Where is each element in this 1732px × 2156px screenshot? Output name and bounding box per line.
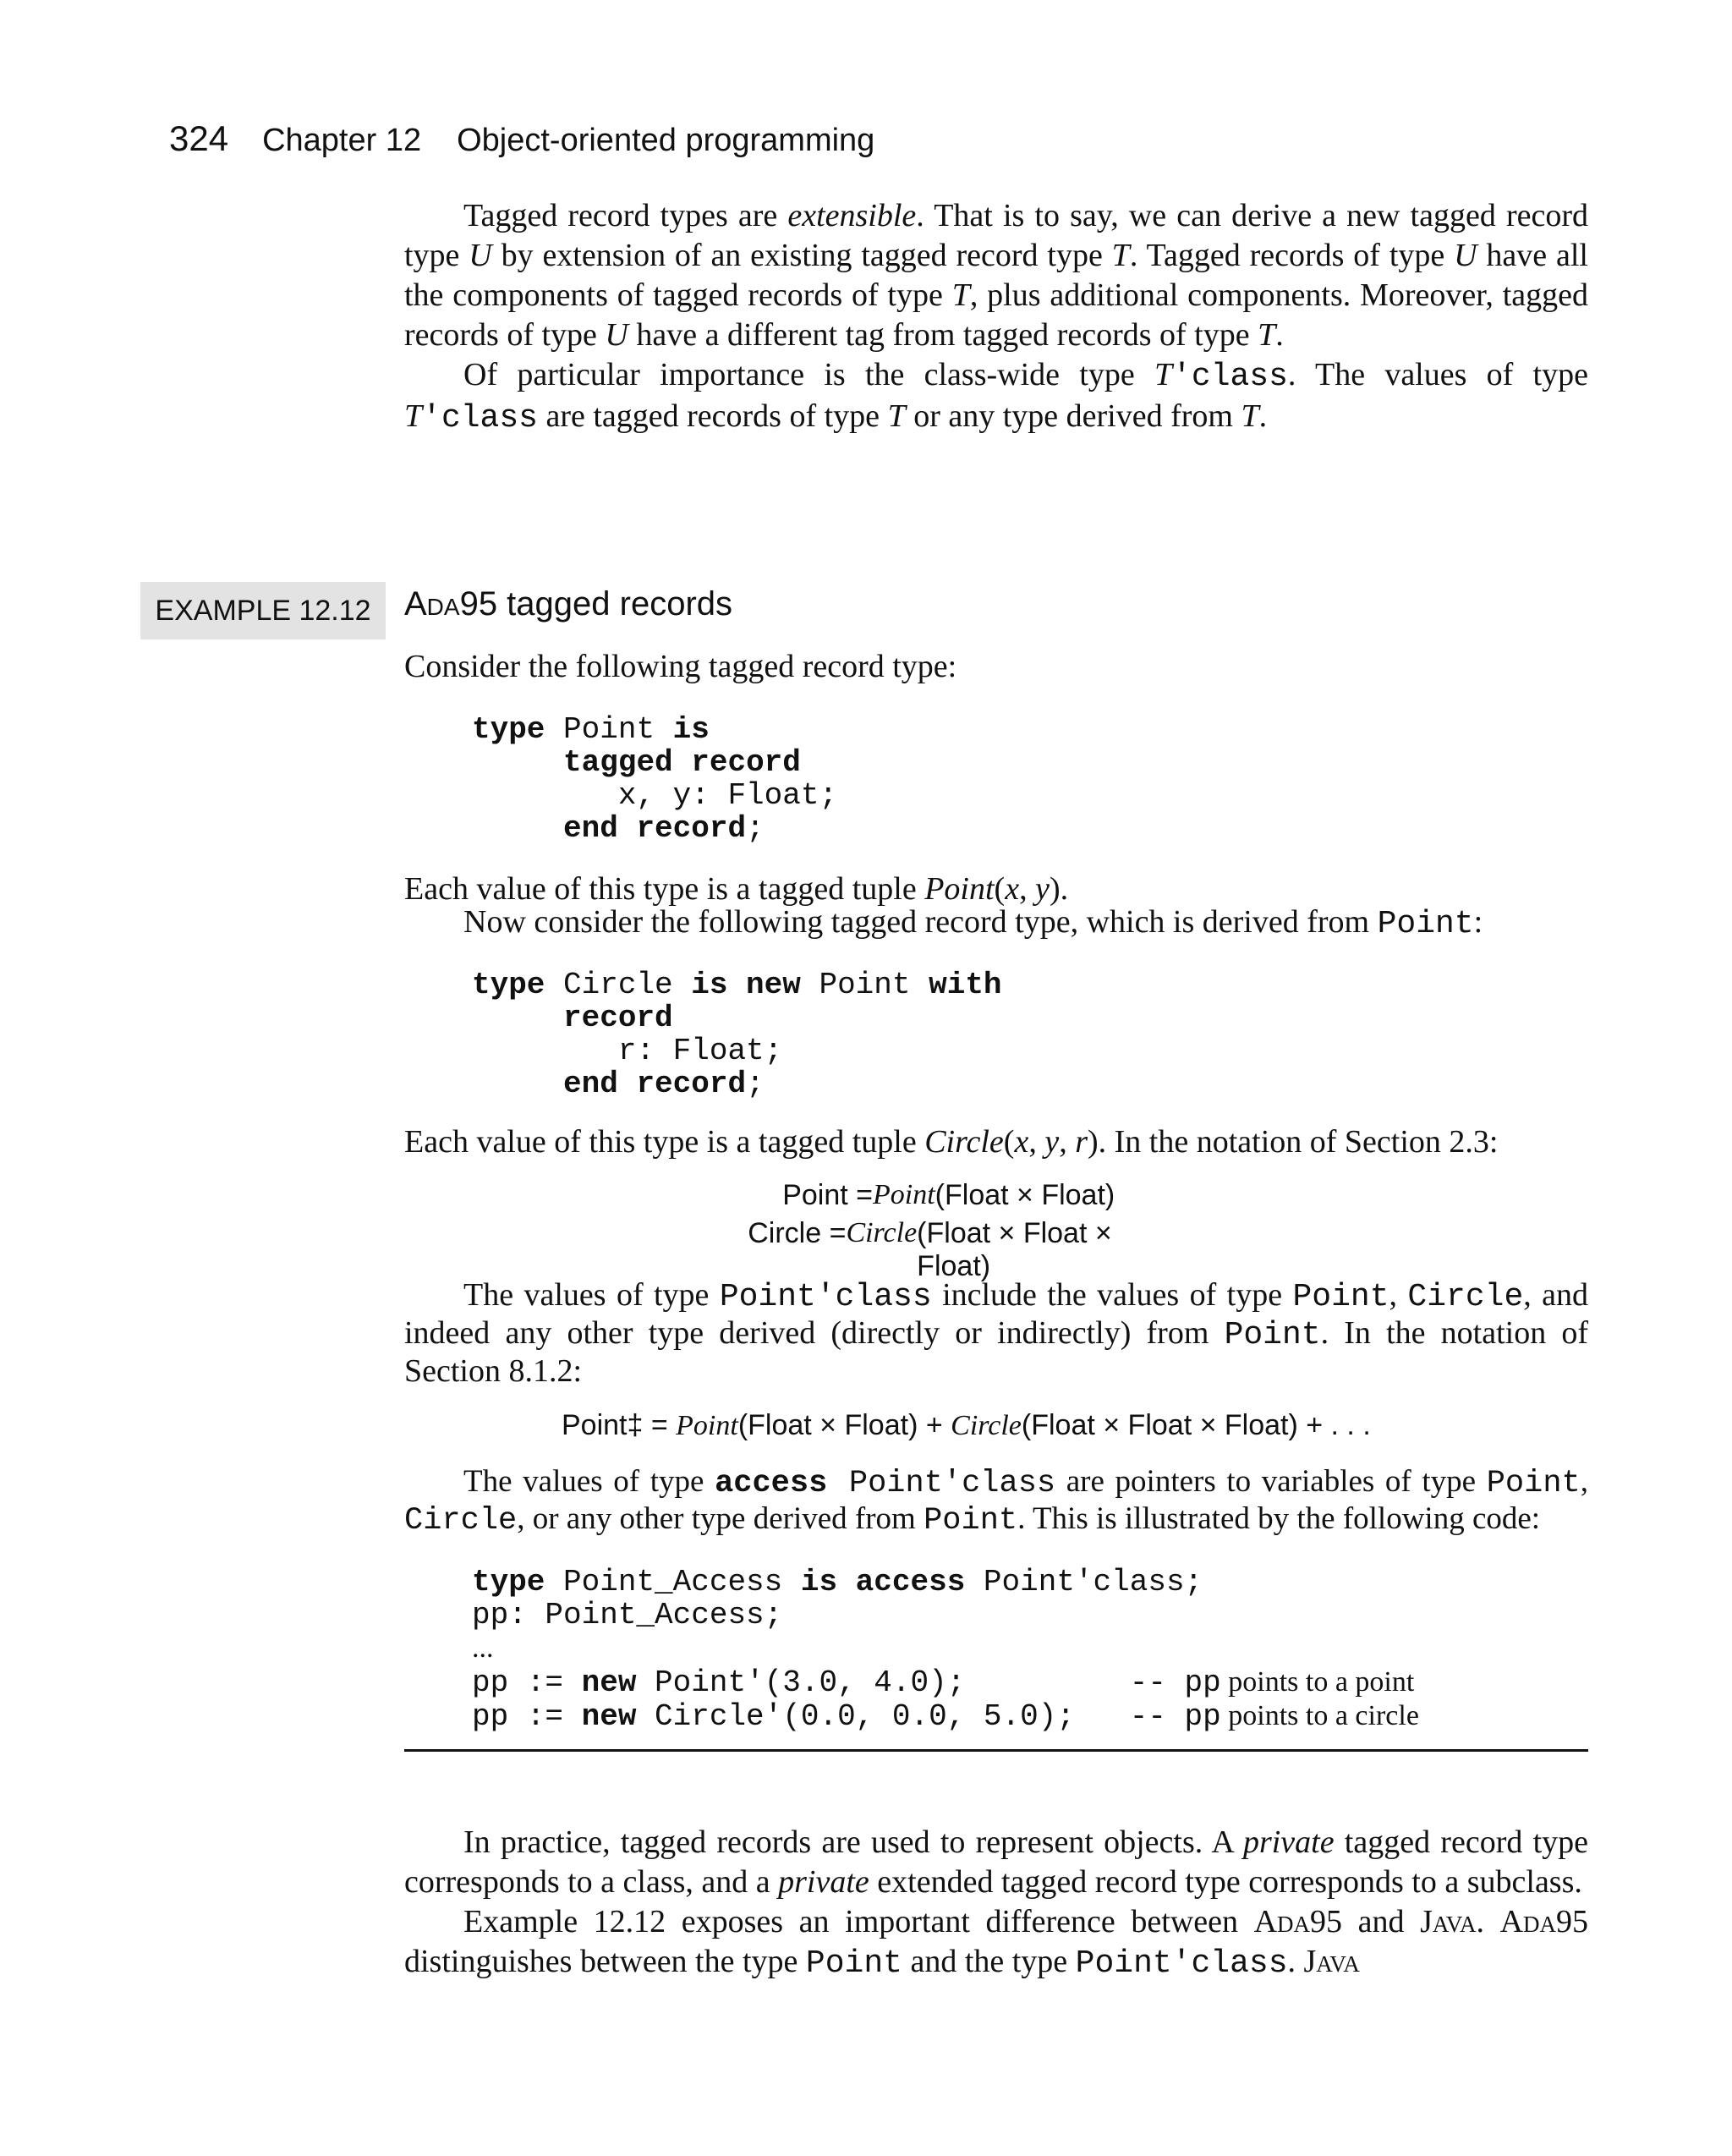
code-block-point: type Point is tagged record x, y: Float; end record; — [472, 712, 838, 846]
tuple-point-line: Each value of this type is a tagged tuple Point(x, y). — [404, 871, 1069, 907]
closing-section — [404, 1823, 1588, 1983]
formula-circle: Circle = Circle (Float × Float × Float) — [748, 1217, 1112, 1282]
formula-block — [592, 1179, 1167, 1283]
derived-intro-line: Now consider the following tagged record type, which is derived from Point: — [463, 904, 1483, 942]
example-intro: Consider the following tagged record type: — [404, 649, 957, 684]
example-tuple-paragraph — [404, 870, 1588, 944]
closing-paragraph-2: Example 12.12 exposes an important difference between Ada95 and Java. Ada95 distinguishes between the type Point and the type Point'class. Java — [404, 1904, 1589, 1982]
chapter-title: Object-oriented programming — [457, 123, 875, 158]
formula-point-class: Point‡ = Point(Float × Float) + Circle(Float × Float × Float) + . . . — [562, 1409, 1371, 1441]
example-title: Ada95 tagged records — [404, 585, 733, 623]
example-label: EXAMPLE 12.12 — [140, 582, 386, 639]
formula-point: Point = Point (Float × Float) — [782, 1179, 1115, 1211]
intro-paragraph-2: Of particular importance is the class-wide type T'class. The values of type T'class are tagged records of type T or any type derived from T. — [404, 357, 1588, 436]
code-block-circle: type Circle is new Point with record r: Float; end record; — [472, 968, 1002, 1101]
tuple-circle-line: Each value of this type is a tagged tuple Circle(x, y, r). In the notation of Section 2.3: — [404, 1124, 1499, 1160]
running-header — [169, 118, 874, 159]
class-values-paragraph: The values of type Point'class include the values of type Point, Circle, and indeed any other type derived (directly or indirectly) from Point. In the notation of Section 8.1.2: — [404, 1277, 1589, 1389]
page-number: 324 — [169, 118, 229, 158]
example-end-rule — [404, 1749, 1588, 1752]
code-block-access: type Point_Access is access Point'class; pp: Point_Access; ... pp := new Point'(3.0, 4.0); -- pp points to a point pp := new Circle'(0.0, 0.0, 5.0); -- pp points to a circle — [472, 1565, 1419, 1734]
intro-paragraph-1: Tagged record types are extensible. That is to say, we can derive a new tagged record type U by extension of an existing tagged record type T. Tagged records of type U have all the components of tagged records of type T, plus additional components. Moreover, tagged records of type U have a different tag from tagged records of type T. — [404, 198, 1588, 353]
intro-section — [404, 196, 1588, 438]
access-paragraph: The values of type access Point'class are pointers to variables of type Point, Circle, or any other type derived from Point. This is illustrated by the following code: — [404, 1464, 1588, 1539]
closing-paragraph-1: In practice, tagged records are used to represent objects. A private tagged record type corresponds to a class, and a private extended tagged record type corresponds to a subclass. — [404, 1824, 1588, 1900]
chapter-label: Chapter 12 — [262, 123, 422, 158]
